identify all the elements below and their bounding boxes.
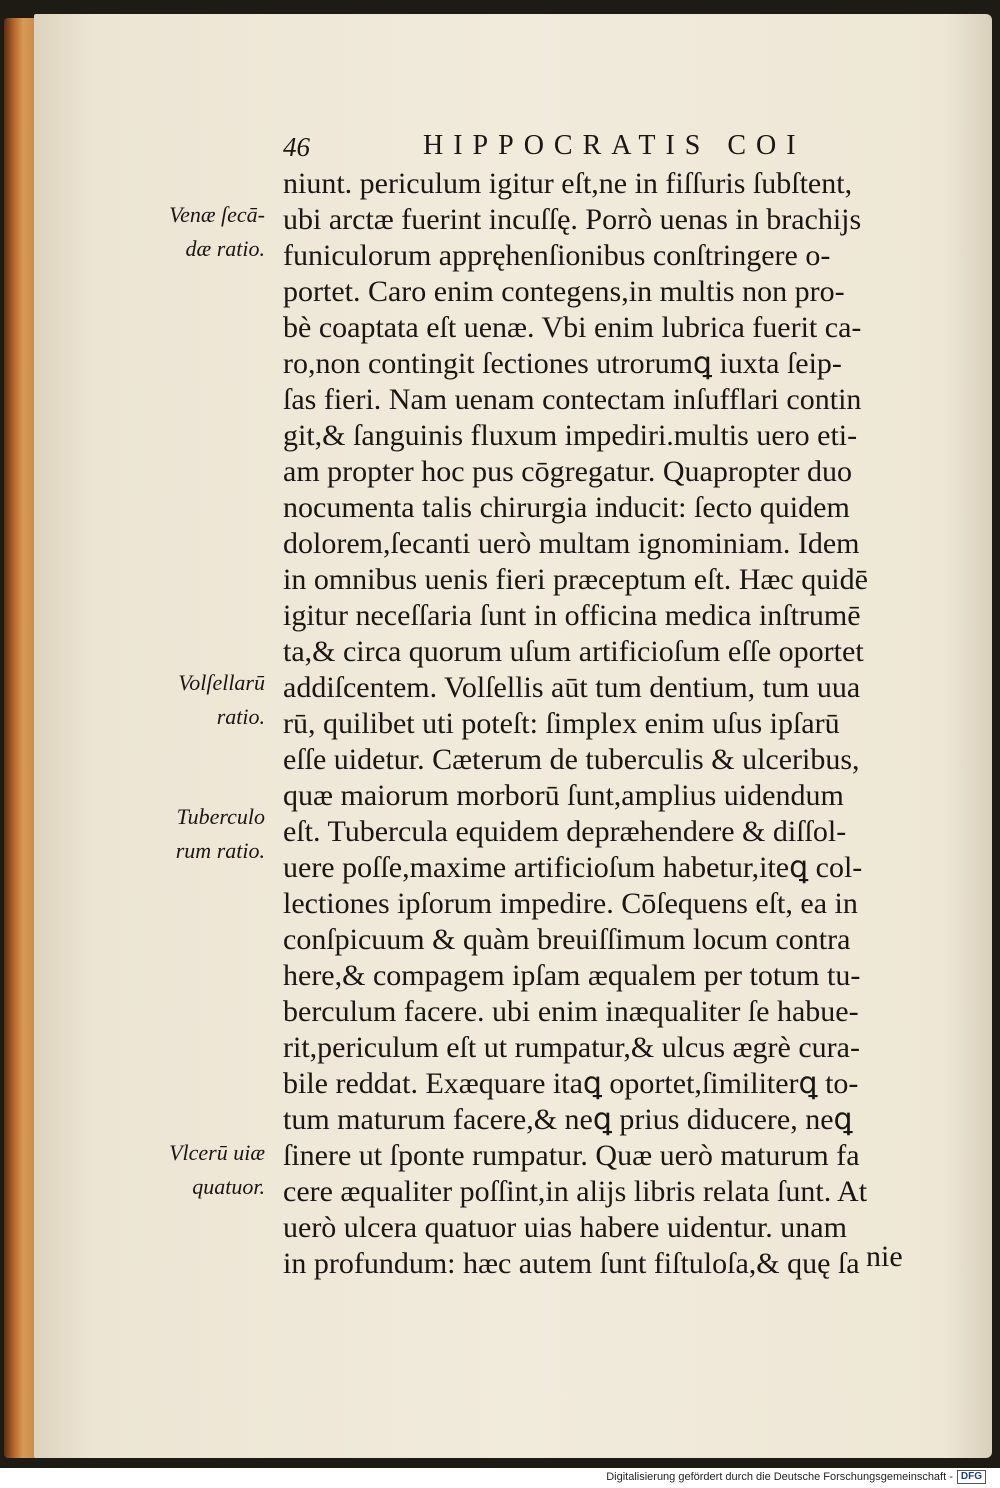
dfg-logo-icon: DFG <box>957 1470 986 1484</box>
text-line: eſt. Tubercula equidem depræhendere & diſſol- <box>283 815 847 848</box>
text-line: conſpicuum & quàm breuiſſimum locum contra <box>283 923 851 956</box>
text-line: portet. Caro enim contegens,in multis non pro- <box>283 275 845 308</box>
margin-note-line: rum ratio. <box>175 838 265 863</box>
text-line: ſinere ut ſponte rumpatur. Quæ uerò maturum fa <box>283 1139 860 1172</box>
margin-note-line: quatuor. <box>192 1174 265 1199</box>
text-line: berculum facere. ubi enim inæqualiter ſe habue- <box>283 995 859 1028</box>
margin-note-line: ratio. <box>216 704 265 729</box>
text-line: eſſe uidetur. Cæterum de tuberculis & ulceribus, <box>283 743 860 776</box>
text-line: addiſcentem. Volſellis aūt tum dentium, tum uua <box>283 671 861 704</box>
text-line: ubi arctæ fuerint incuſſę. Porrò uenas in brachijs <box>283 203 862 236</box>
margin-note-vein-cutting <box>169 198 265 266</box>
text-line: igitur neceſſaria ſunt in officina medica inſtrumē <box>283 599 861 632</box>
margin-note-forceps <box>178 666 265 734</box>
text-line: lectiones ipſorum impedire. Cōſequens eſt, ea in <box>283 887 858 920</box>
margin-note-line: Venæ ſecā- <box>169 202 265 227</box>
text-line: niunt. periculum igitur eſt,ne in fiſſuris ſubſtent, <box>283 167 853 200</box>
margin-note-line: Tuberculo <box>176 804 265 829</box>
margin-note-tubercles <box>176 800 265 868</box>
margin-note-ulcers <box>169 1136 265 1204</box>
catchword: nie <box>866 1240 903 1273</box>
body-text <box>283 166 923 1282</box>
text-line: bile reddat. Exæquare itaꝗ oportet,ſimiliterꝗ to- <box>283 1067 859 1100</box>
text-line: in omnibus uenis fieri præceptum eſt. Hæc quidē <box>283 563 868 596</box>
text-line: am propter hoc pus cōgregatur. Quapropter duo <box>283 455 852 488</box>
text-line: rū, quilibet uti poteſt: ſimplex enim uſus ipſarū <box>283 707 840 740</box>
text-line: quæ maiorum morborū ſunt,amplius uidendum <box>283 779 844 812</box>
text-line: dolorem,ſecanti uerò multam ignominiam. Idem <box>283 527 860 560</box>
text-line: rit,periculum eſt ut rumpatur,& ulcus ægrè cura- <box>283 1031 860 1064</box>
text-line: nocumenta talis chirurgia inducit: ſecto quidem <box>283 491 850 524</box>
digitization-credit <box>606 1470 986 1484</box>
page-number: 46 <box>283 132 310 162</box>
text-line: git,& ſanguinis fluxum impediri.multis uero eti- <box>283 419 858 452</box>
credit-text: Digitalisierung gefördert durch die Deutsche Forschungsgemeinschaft - <box>606 1471 953 1483</box>
text-line: bè coaptata eſt uenæ. Vbi enim lubrica fuerit ca- <box>283 311 862 344</box>
page-header <box>283 128 823 168</box>
margin-note-line: Volſellarū <box>178 670 265 695</box>
text-line: tum maturum facere,& neꝗ prius diducere, neꝗ <box>283 1103 853 1136</box>
text-line: ro,non contingit ſectiones utrorumꝗ iuxta ſeip- <box>283 347 842 380</box>
text-line: ta,& circa quorum uſum artificioſum eſſe oportet <box>283 635 864 668</box>
text-line: ſas fieri. Nam uenam contectam inſufflari contin <box>283 383 862 416</box>
book-edge <box>4 18 36 1458</box>
text-line: uerò ulcera quatuor uias habere uidentur. unam <box>283 1211 847 1244</box>
text-line: in profundum: hæc autem ſunt fiſtuloſa,& quę ſa <box>283 1247 860 1280</box>
margin-note-line: Vlcerū uiæ <box>169 1140 265 1165</box>
text-line: here,& compagem ipſam æqualem per totum tu- <box>283 959 861 992</box>
running-title: HIPPOCRATIS COI <box>423 130 806 161</box>
margin-note-line: dæ ratio. <box>185 236 265 261</box>
text-line: cere æqualiter poſſint,in alijs libris relata ſunt. At <box>283 1175 868 1208</box>
text-line: uere poſſe,maxime artificioſum habetur,iteꝗ col- <box>283 851 863 884</box>
text-line: funiculorum appręhenſionibus conſtringere o- <box>283 239 831 272</box>
